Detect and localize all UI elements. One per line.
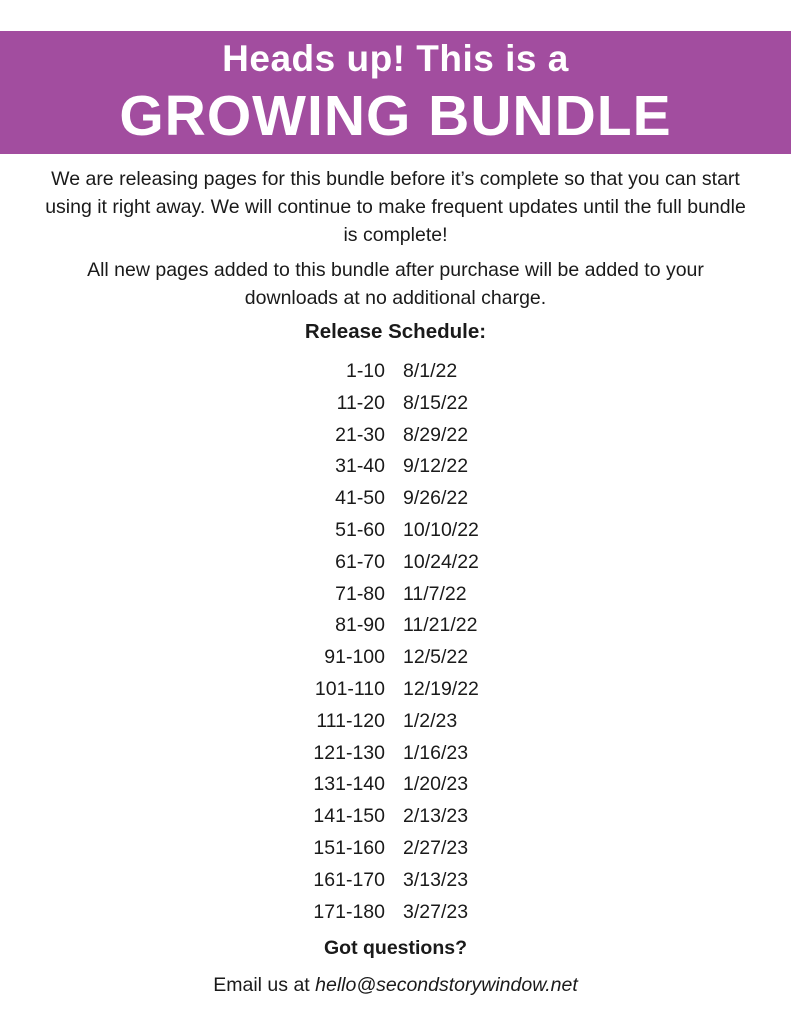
schedule-range: 91-100 bbox=[324, 646, 385, 669]
schedule-range: 61-70 bbox=[335, 550, 385, 573]
schedule-row bbox=[0, 706, 791, 738]
schedule-range: 121-130 bbox=[313, 741, 385, 764]
schedule-row bbox=[0, 610, 791, 642]
schedule-range: 171-180 bbox=[313, 900, 385, 923]
intro-paragraph-1: We are releasing pages for this bundle before it’s complete so that you can start using it right away. We will continue to make frequent updates until the full bundle is complete! bbox=[45, 168, 746, 246]
schedule-date: 8/15/22 bbox=[403, 391, 469, 414]
schedule-row bbox=[0, 801, 791, 833]
email-line bbox=[0, 970, 791, 1000]
intro-paragraph-2: All new pages added to this bundle after purchase will be added to your downloads at no additional charge. bbox=[87, 259, 704, 309]
release-schedule-list bbox=[0, 356, 791, 928]
schedule-title: Release Schedule: bbox=[304, 320, 487, 343]
schedule-row bbox=[0, 356, 791, 388]
schedule-date: 10/10/22 bbox=[403, 518, 479, 541]
schedule-range: 131-140 bbox=[313, 773, 385, 796]
schedule-date: 1/20/23 bbox=[403, 773, 469, 796]
schedule-range: 41-50 bbox=[335, 487, 385, 510]
schedule-range: 161-170 bbox=[313, 868, 385, 891]
schedule-row bbox=[0, 738, 791, 770]
questions-heading: Got questions? bbox=[324, 937, 467, 959]
schedule-date: 2/27/23 bbox=[403, 836, 469, 859]
schedule-date: 3/13/23 bbox=[403, 868, 469, 891]
schedule-range: 141-150 bbox=[313, 805, 385, 828]
schedule-range: 101-110 bbox=[314, 677, 385, 700]
schedule-range: 111-120 bbox=[316, 709, 385, 732]
schedule-date: 9/12/22 bbox=[403, 455, 469, 478]
schedule-range: 81-90 bbox=[335, 614, 385, 637]
schedule-date: 1/16/23 bbox=[403, 741, 469, 764]
schedule-row bbox=[0, 547, 791, 579]
schedule-row bbox=[0, 642, 791, 674]
email-address-link[interactable]: hello@secondstorywindow.net bbox=[315, 974, 578, 996]
schedule-range: 31-40 bbox=[335, 455, 385, 478]
schedule-date: 3/27/23 bbox=[403, 900, 469, 923]
schedule-row bbox=[0, 865, 791, 897]
schedule-row bbox=[0, 388, 791, 420]
schedule-date: 11/21/22 bbox=[403, 614, 478, 637]
schedule-date: 8/29/22 bbox=[403, 423, 469, 446]
schedule-row bbox=[0, 483, 791, 515]
schedule-row bbox=[0, 769, 791, 801]
schedule-date: 10/24/22 bbox=[403, 550, 479, 573]
schedule-row bbox=[0, 833, 791, 865]
schedule-date: 9/26/22 bbox=[403, 487, 469, 510]
schedule-range: 1-10 bbox=[345, 360, 385, 382]
schedule-range: 51-60 bbox=[335, 518, 385, 541]
schedule-row bbox=[0, 579, 791, 611]
schedule-date: 2/13/23 bbox=[403, 805, 469, 828]
schedule-row bbox=[0, 515, 791, 547]
schedule-date: 12/5/22 bbox=[403, 646, 469, 669]
schedule-row bbox=[0, 451, 791, 483]
email-prefix: Email us at bbox=[213, 974, 316, 996]
schedule-row bbox=[0, 420, 791, 452]
schedule-range: 151-160 bbox=[313, 836, 385, 859]
schedule-range: 11-20 bbox=[336, 391, 385, 414]
schedule-range: 21-30 bbox=[335, 423, 385, 446]
banner-heading: Heads up! This is a bbox=[222, 38, 569, 79]
schedule-date: 11/7/22 bbox=[403, 582, 467, 605]
schedule-date: 12/19/22 bbox=[403, 677, 479, 700]
header-banner bbox=[0, 31, 791, 154]
schedule-range: 71-80 bbox=[335, 582, 385, 605]
schedule-date: 1/2/23 bbox=[403, 709, 458, 732]
schedule-date: 8/1/22 bbox=[403, 360, 458, 382]
schedule-row bbox=[0, 897, 791, 929]
schedule-row bbox=[0, 674, 791, 706]
banner-title: GROWING BUNDLE bbox=[119, 84, 672, 148]
